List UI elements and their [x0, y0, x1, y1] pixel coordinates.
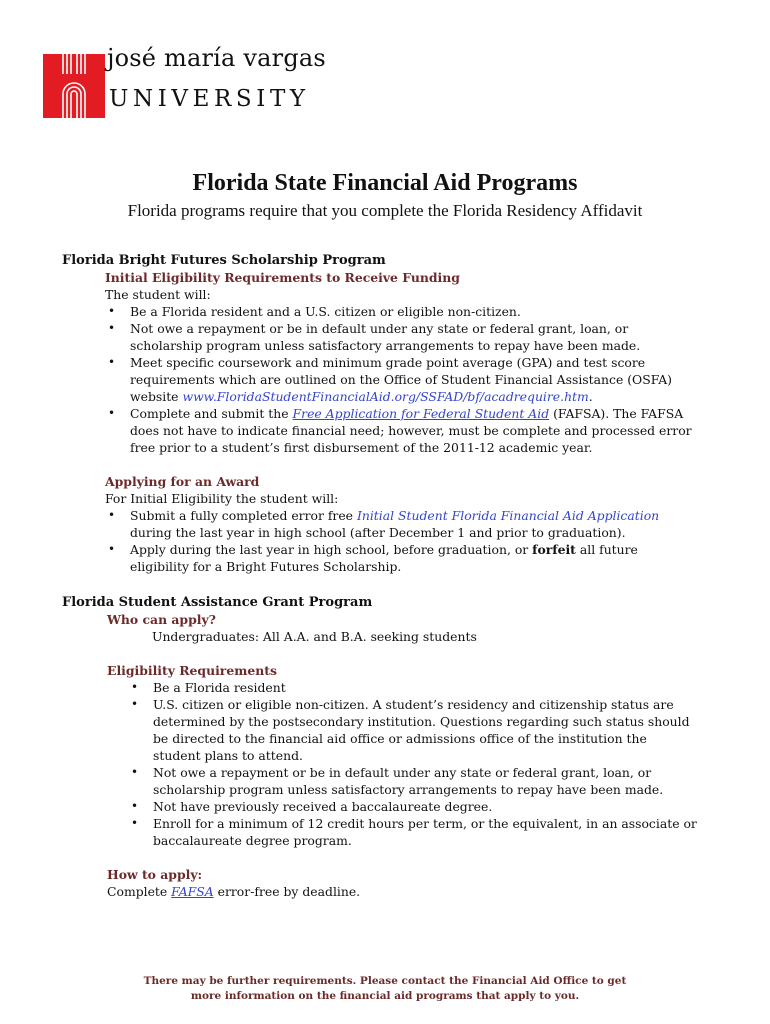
list-item-text: all future eligibility for a Bright Futures Scholarship. — [130, 542, 638, 574]
list-item-text: Meet specific coursework and minimum grade point average (GPA) and test score requirements which are outlined on the Office of Student Financial Assistance (OSFA) website — [130, 355, 673, 404]
eligibility-heading: Eligibility Requirements — [107, 663, 277, 678]
fafsa-link[interactable]: Free Application for Federal Student Aid — [292, 406, 550, 421]
university-logo-mark — [43, 54, 105, 118]
list-item: • Be a Florida resident and a U.S. citizen or eligible non-citizen. — [130, 303, 700, 320]
footer-note — [0, 974, 770, 1004]
bright-futures-requirements — [0, 303, 770, 456]
applying-heading: Applying for an Award — [105, 474, 260, 489]
list-item-text: Complete and submit the — [130, 406, 293, 421]
initial-application-link[interactable]: Initial Student Florida Financial Aid Application — [356, 508, 660, 523]
list-item-text: Apply during the last year in high school, before graduation, or — [130, 542, 533, 557]
list-item-text: (FAFSA). The FAFSA does not have to indicate financial need; however, must be complete and processed error free prior to a student’s first disbursement of the 2011-12 academic year. — [130, 406, 692, 455]
list-item: • Not owe a repayment or be in default under any state or federal grant, loan, or scholarship program unless satisfactory arrangements to repay have been made. — [130, 320, 700, 354]
list-item — [130, 354, 700, 405]
list-item: • Not have previously received a baccalaureate degree. — [153, 798, 698, 815]
list-item: • Enroll for a minimum of 12 credit hours per term, or the equivalent, in an associate or baccalaureate degree program. — [153, 815, 698, 849]
page-title: Florida State Financial Aid Programs — [192, 170, 578, 196]
bright-futures-heading: Florida Bright Futures Scholarship Program — [62, 253, 386, 268]
document-body — [0, 252, 770, 900]
list-item — [130, 405, 700, 456]
list-item: • Be a Florida resident — [153, 679, 698, 696]
list-item: • Not owe a repayment or be in default under any state or federal grant, loan, or scholarship program unless satisfactory arrangements to repay have been made. — [153, 764, 698, 798]
list-item — [130, 541, 700, 575]
how-to-apply-text — [107, 883, 770, 900]
how-to-apply-pre: Complete — [107, 884, 172, 899]
university-name: josé maría vargas — [107, 44, 326, 72]
how-to-apply-post: error-free by deadline. — [213, 884, 361, 899]
list-item — [130, 507, 700, 541]
university-word: UNIVERSITY — [109, 86, 310, 112]
who-can-apply-text: Undergraduates: All A.A. and B.A. seeking students — [152, 629, 477, 644]
fsag-eligibility-list — [0, 679, 770, 849]
applying-steps — [0, 507, 770, 575]
footer-line-1: There may be further requirements. Please contact the Financial Aid Office to get — [143, 975, 627, 987]
osfa-website-link[interactable]: www.FloridaStudentFinancialAid.org/SSFAD/bf/acadrequire.htm — [182, 389, 589, 404]
who-can-apply-heading: Who can apply? — [107, 612, 216, 627]
page-subtitle: Florida programs require that you complete the Florida Residency Affidavit — [127, 201, 643, 220]
fsag-heading: Florida Student Assistance Grant Program — [62, 595, 373, 610]
list-item: • U.S. citizen or eligible non-citizen. A student’s residency and citizenship status are determined by the postsecondary institution. Questions regarding such status should be directed to the financial aid office or admissions office of the institution the student plans to attend. — [153, 696, 698, 764]
list-item-text: Submit a fully completed error free — [130, 508, 357, 523]
university-logo — [43, 44, 343, 120]
footer-line-2: more information on the financial aid programs that apply to you. — [190, 990, 580, 1002]
forfeit-emphasis: forfeit — [532, 542, 576, 557]
applying-intro: For Initial Eligibility the student will: — [105, 491, 339, 506]
how-to-apply-heading: How to apply: — [107, 867, 203, 882]
list-item-end: . — [588, 389, 593, 404]
list-item-text: during the last year in high school (after December 1 and prior to graduation). — [130, 525, 626, 540]
fafsa-short-link[interactable]: FAFSA — [171, 884, 214, 899]
initial-eligibility-heading: Initial Eligibility Requirements to Receive Funding — [105, 270, 460, 285]
student-will-intro: The student will: — [105, 287, 211, 302]
